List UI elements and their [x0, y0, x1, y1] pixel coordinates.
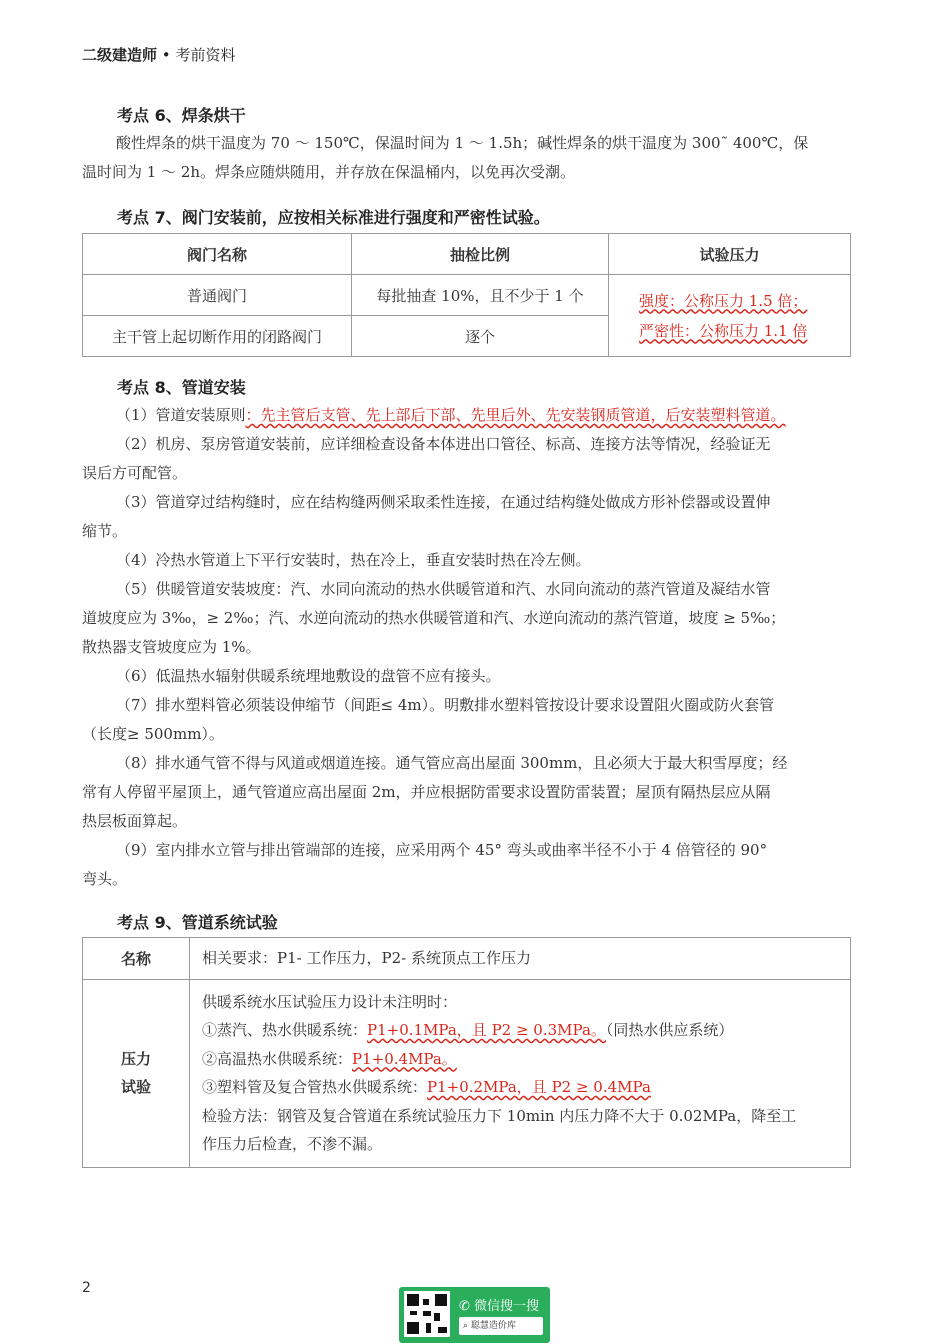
row1-name: 普通阀门	[83, 275, 352, 316]
list-item	[82, 430, 850, 459]
table-row	[83, 938, 851, 980]
section-8-body	[82, 401, 850, 894]
section-6-heading: 考点 6、焊条烘干	[117, 106, 246, 125]
list-item	[82, 836, 850, 865]
l1-value: P1+0.1MPa，且 P2 ≥ 0.3MPa。	[367, 1021, 606, 1039]
item-8-line-3: 热层板面算起。	[82, 812, 188, 830]
item-5-line-1: （5）供暖管道安装坡度：汽、水同向流动的热水供暖管道和汽、水同向流动的蒸汽管道及凝结水管	[116, 580, 771, 598]
item-2-line-1: （2）机房、泵房管道安装前，应详细检查设备本体进出口管径、标高、连接方法等情况，经验证无	[116, 435, 771, 453]
header-title: 二级建造师	[82, 46, 158, 64]
row2-name: 主干管上起切断作用的闭路阀门	[83, 316, 352, 357]
test-intro: 供暖系统水压试验压力设计未注明时：	[202, 992, 458, 1011]
test-line-3	[202, 1073, 838, 1102]
wechat-search-banner[interactable]	[399, 1287, 550, 1343]
page-header	[82, 44, 235, 65]
label-line-2: 试验	[120, 1078, 151, 1096]
item-3-line-2: 缩节。	[82, 522, 128, 540]
list-item	[82, 488, 850, 517]
col-sampling-ratio: 抽检比例	[352, 234, 609, 275]
item-3-line-1: （3）管道穿过结构缝时，应在结构缝两侧采取柔性连接，在通过结构缝处做成方形补偿器或设置伸	[116, 493, 771, 511]
l3-label: ③塑料管及复合管热水供暖系统：	[202, 1078, 428, 1096]
row1-ratio: 每批抽查 10%，且不少于 1 个	[352, 275, 609, 316]
page-number: 2	[82, 1280, 91, 1296]
list-item	[82, 575, 850, 604]
list-item	[82, 546, 850, 575]
name-desc: 相关要求：P1- 工作压力，P2- 系统顶点工作压力	[190, 938, 851, 980]
search-box[interactable]	[459, 1317, 543, 1335]
item-9-line-2: 弯头。	[82, 870, 128, 888]
section-8-heading: 考点 8、管道安装	[117, 378, 246, 397]
col-valve-name: 阀门名称	[83, 234, 352, 275]
header-subtitle: 考前资料	[175, 46, 236, 64]
s6-line-1: 酸性焊条的烘干温度为 70 ～ 150℃，保温时间为 1 ～ 1.5h；碱性焊条的烘干温度为 300˜ 400℃，保	[116, 134, 809, 152]
wechat-label	[459, 1295, 539, 1314]
wechat-label-text: 微信搜一搜	[474, 1299, 540, 1314]
item-7-line-2: （长度≥ 500mm）。	[82, 725, 224, 743]
tightness-pressure: 严密性：公称压力 1.1 倍	[639, 321, 808, 340]
section-9-heading: 考点 9、管道系统试验	[117, 913, 278, 932]
search-icon: ⌕	[463, 1321, 469, 1331]
item-2-line-2: 误后方可配管。	[82, 464, 188, 482]
list-item	[82, 691, 850, 720]
wechat-icon: ✆	[459, 1299, 470, 1314]
item-1-label: （1）管道安装原则	[116, 406, 246, 424]
item-6: （6）低温热水辐射供暖系统埋地敷设的盘管不应有接头。	[116, 667, 501, 685]
item-1-highlight: ：先主管后支管、先上部后下部、先里后外、先安装钢质管道，后安装塑料管道。	[245, 406, 786, 424]
header-dot: •	[161, 46, 171, 64]
pressure-cell	[609, 275, 851, 357]
list-item	[82, 749, 850, 778]
valve-test-table	[82, 233, 851, 357]
check-method-line-1: 检验方法：钢管及复合管道在系统试验压力下 10min 内压力降不大于 0.02MPa，降至工	[202, 1106, 797, 1125]
list-item	[82, 662, 850, 691]
check-method-line-2: 作压力后检查，不渗不漏。	[202, 1135, 383, 1153]
list-item	[82, 401, 850, 430]
col-test-pressure: 试验压力	[609, 234, 851, 275]
pressure-test-content	[190, 979, 851, 1167]
item-8-line-1: （8）排水通气管不得与风道或烟道连接。通气管应高出屋面 300mm，且必须大于最大积雪厚度；经	[116, 754, 788, 772]
name-label: 名称	[83, 938, 190, 980]
item-5-line-2: 道坡度应为 3‰，≥ 2‰；汽、水逆向流动的热水供暖管道和汽、水逆向流动的蒸汽管道，坡度 ≥ 5‰；	[82, 609, 786, 627]
l2-label: ②高温热水供暖系统：	[202, 1049, 353, 1068]
test-line-2	[202, 1045, 838, 1074]
s6-line-2: 温时间为 1 ～ 2h。焊条应随烘随用，并存放在保温桶内，以免再次受潮。	[82, 163, 576, 181]
test-line-1	[202, 1016, 838, 1045]
item-4: （4）冷热水管道上下平行安装时，热在冷上，垂直安装时热在冷左侧。	[116, 551, 591, 569]
item-7-line-1: （7）排水塑料管必须装设伸缩节（间距≤ 4m）。明敷排水塑料管按设计要求设置阻火圈或防火套管	[116, 696, 775, 714]
label-line-1: 压力	[120, 1050, 151, 1068]
l1-label: ①蒸汽、热水供暖系统：	[202, 1021, 368, 1039]
item-9-line-1: （9）室内排水立管与排出管端部的连接，应采用两个 45° 弯头或曲率半径不小于 4 倍管径的 90°	[116, 841, 768, 859]
table-header-row	[83, 234, 851, 275]
item-5-line-3: 散热器支管坡度应为 1%。	[82, 638, 261, 656]
pipe-test-table	[82, 937, 851, 1168]
table-row	[83, 275, 851, 316]
l2-value: P1+0.4MPa。	[352, 1049, 457, 1068]
row2-ratio: 逐个	[352, 316, 609, 357]
l3-value: P1+0.2MPa，且 P2 ≥ 0.4MPa	[427, 1078, 651, 1096]
strength-pressure: 强度：公称压力 1.5 倍；	[639, 291, 808, 310]
table-row	[83, 979, 851, 1167]
l1-note: （同热水供应系统）	[605, 1021, 734, 1039]
search-text: 聪慧造价库	[470, 1321, 516, 1331]
section-6-body	[82, 129, 850, 187]
section-7-heading: 考点 7、阀门安装前，应按相关标准进行强度和严密性试验。	[117, 208, 550, 227]
pressure-test-label	[83, 979, 190, 1167]
item-8-line-2: 常有人停留平屋顶上，通气管道应高出屋面 2m，并应根据防雷要求设置防雷装置；屋顶有隔热层应从隔	[82, 783, 771, 801]
qr-code-icon	[404, 1291, 450, 1337]
